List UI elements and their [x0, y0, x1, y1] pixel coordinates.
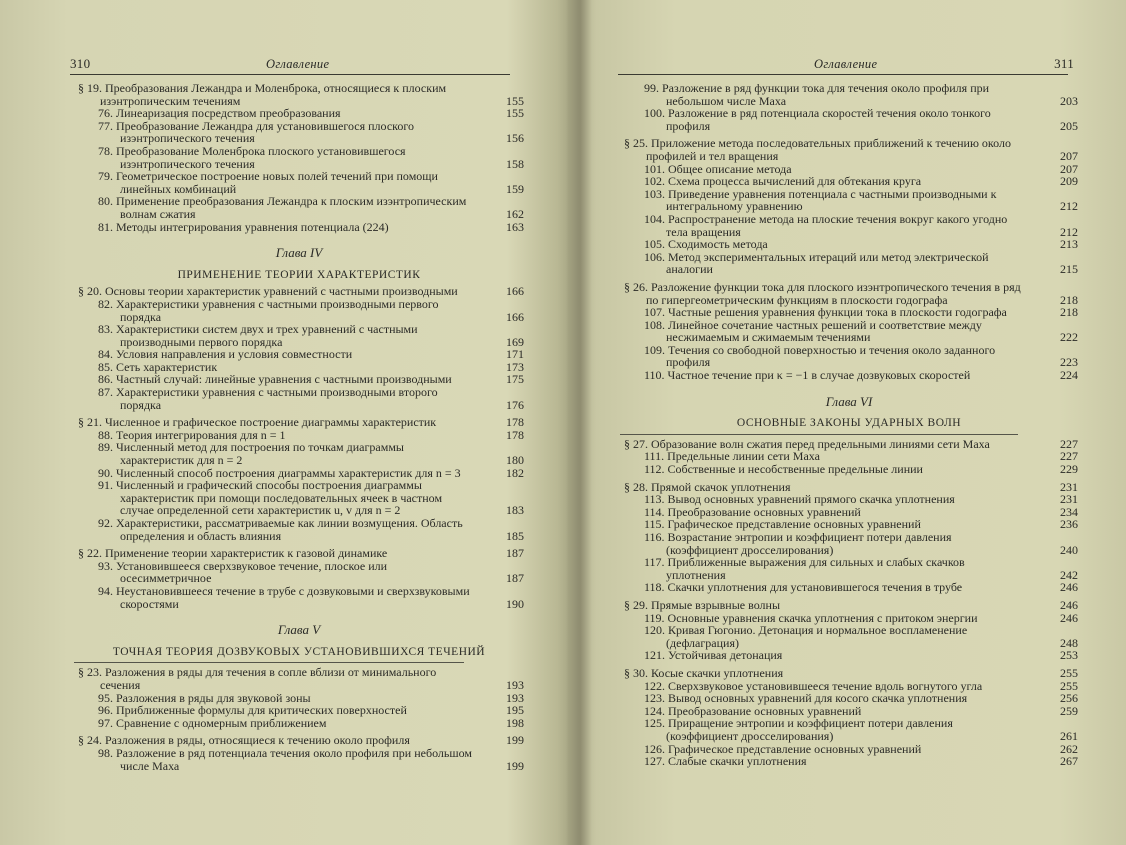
entry-page-number: 242: [1060, 567, 1078, 582]
entry-title: 95. Разложения в ряды для звуковой зоны: [98, 690, 311, 705]
entry-title: § 25. Приложение метода последовательных приближений к течению около профилей и тел вращения: [624, 136, 1011, 163]
toc-section-entry: [74, 547, 524, 560]
toc-subsection-entry: [620, 581, 1078, 594]
entry-page-number: 231: [1060, 492, 1078, 507]
toc-subsection-entry: [620, 649, 1078, 662]
entry-page-number: 218: [1060, 305, 1078, 320]
entry-title: 127. Слабые скачки уплотнения: [644, 754, 807, 769]
entry-title: 96. Приближенные формулы для критических поверхностей: [98, 703, 407, 718]
entry-page-number: 175: [506, 372, 524, 387]
entry-page-number: 187: [506, 546, 524, 561]
entry-title: § 30. Косые скачки уплотнения: [624, 665, 784, 680]
entry-title: 102. Схема процесса вычислений для обтекания круга: [644, 174, 922, 189]
entry-title: 99. Разложение в ряд функции тока для течения около профиля при небольшом числе Маха: [644, 81, 990, 108]
entry-page-number: 163: [506, 219, 524, 234]
running-title: Оглавление: [814, 57, 878, 71]
entry-title: 83. Характеристики систем двух и трех уравнений с частными производными первого порядка: [98, 322, 418, 349]
entry-page-number: 213: [1060, 237, 1078, 252]
entry-title: 82. Характеристики уравнения с частными производными первого порядка: [98, 296, 439, 324]
entry-page-number: 162: [506, 206, 524, 221]
entry-title: 124. Преобразование основных уравнений: [644, 703, 862, 718]
entry-page-number: 262: [1060, 741, 1078, 756]
entry-title: 97. Сравнение с одномерным приближением: [98, 715, 327, 730]
right-running-head: [618, 56, 1074, 75]
chapter-label: Глава IV: [275, 245, 323, 261]
entry-title: § 28. Прямой скачок уплотнения: [624, 479, 791, 494]
entry-page-number: 209: [1060, 174, 1078, 189]
toc-subsection-entry: [74, 120, 524, 145]
toc-list-right: [620, 82, 1078, 768]
toc-subsection-entry: [620, 251, 1078, 276]
toc-subsection-entry: [74, 170, 524, 195]
entry-page-number: 246: [1060, 580, 1078, 595]
entry-page-number: 224: [1060, 368, 1078, 383]
entry-page-number: 178: [506, 415, 524, 430]
entry-page-number: 158: [506, 156, 524, 171]
entry-title: 94. Неустановившееся течение в трубе с дозвуковыми и сверхзвуковыми скоростями: [98, 583, 470, 611]
toc-subsection-entry: [74, 221, 524, 234]
toc-subsection-entry: [620, 82, 1078, 107]
entry-page-number: 195: [506, 703, 524, 718]
entry-title: § 20. Основы теории характеристик уравнений с частными производными: [78, 284, 458, 299]
entry-page-number: 205: [1060, 118, 1078, 133]
entry-title: § 22. Применение теории характеристик к газовой динамике: [78, 546, 388, 561]
toc-subsection-entry: [620, 624, 1078, 649]
entry-page-number: 166: [506, 309, 524, 324]
entry-title: 113. Вывод основных уравнений прямого скачка уплотнения: [644, 492, 955, 507]
toc-subsection-entry: [620, 188, 1078, 213]
entry-title: § 24. Разложения в ряды, относящиеся к течению около профиля: [78, 733, 410, 748]
entry-title: 118. Скачки уплотнения для установившегося течения в трубе: [644, 580, 963, 595]
entry-title: 106. Метод экспериментальных итераций или метод электрической аналогии: [644, 249, 989, 277]
entry-title: 126. Графическое представление основных уравнений: [644, 741, 922, 756]
entry-page-number: 159: [506, 181, 524, 196]
entry-page-number: 155: [506, 106, 524, 121]
entry-page-number: 193: [506, 690, 524, 705]
entry-title: 103. Приведение уравнения потенциала с частными производными к интегральному уравнению: [644, 186, 997, 214]
toc-subsection-entry: [620, 531, 1078, 556]
entry-title: 79. Геометрическое построение новых полей течений при помощи линейных комбинаций: [98, 169, 438, 196]
chapter-heading: [620, 393, 1078, 430]
running-title: Оглавление: [266, 57, 330, 71]
entry-page-number: 259: [1060, 703, 1078, 718]
entry-page-number: 236: [1060, 517, 1078, 532]
entry-page-number: 248: [1060, 635, 1078, 650]
toc-subsection-entry: [620, 556, 1078, 581]
toc-subsection-entry: [620, 369, 1078, 382]
entry-page-number: 253: [1060, 648, 1078, 663]
chapter-title: ТОЧНАЯ ТЕОРИЯ ДОЗВУКОВЫХ УСТАНОВИВШИХСЯ ТЕЧЕНИЙ: [112, 645, 486, 658]
toc-subsection-entry: [620, 107, 1078, 132]
page-number: 310: [70, 56, 91, 71]
entry-title: 88. Теория интегрирования для n = 1: [98, 427, 286, 442]
toc-subsection-entry: [74, 441, 524, 466]
toc-list-left: [74, 82, 524, 772]
entry-page-number: 246: [1060, 610, 1078, 625]
entry-title: § 21. Численное и графическое построение диаграммы характеристик: [78, 415, 437, 430]
entry-title: 80. Применение преобразования Лежандра к плоским изэнтропическим волнам сжатия: [98, 194, 467, 221]
entry-page-number: 240: [1060, 542, 1078, 557]
left-running-head: [70, 56, 510, 75]
chapter-label: Глава VI: [825, 393, 873, 409]
toc-section-entry: [620, 599, 1078, 612]
toc-subsection-entry: [74, 145, 524, 170]
entry-title: 92. Характеристики, рассматриваемые как линии возмущения. Область определения и область влияния: [98, 516, 463, 543]
divider: [620, 434, 1018, 435]
entry-page-number: 218: [1060, 292, 1078, 307]
entry-title: 100. Разложение в ряд потенциала скоростей течения около тонкого профиля: [644, 106, 991, 133]
entry-page-number: 199: [506, 758, 524, 773]
entry-page-number: 207: [1060, 148, 1078, 163]
entry-page-number: 199: [506, 733, 524, 748]
toc-subsection-entry: [74, 107, 524, 120]
entry-page-number: 246: [1060, 597, 1078, 612]
entry-page-number: 198: [506, 715, 524, 730]
entry-title: 86. Частный случай: линейные уравнения с частными производными: [98, 372, 452, 387]
toc-subsection-entry: [74, 747, 524, 772]
entry-page-number: 185: [506, 528, 524, 543]
entry-title: 120. Кривая Гюгонио. Детонация и нормальное воспламенение (дефлаграция): [644, 623, 968, 650]
toc-subsection-entry: [74, 386, 524, 411]
entry-title: 87. Характеристики уравнения с частными производными второго порядка: [98, 385, 438, 412]
toc-section-entry: [74, 416, 524, 429]
entry-title: 93. Установившееся сверхзвуковое течение, плоское или осесимметричное: [98, 558, 388, 586]
toc-subsection-entry: [74, 479, 524, 517]
entry-page-number: 222: [1060, 330, 1078, 345]
entry-page-number: 261: [1060, 728, 1078, 743]
toc-subsection-entry: [620, 717, 1078, 742]
entry-title: 109. Течения со свободной поверхностью и течения около заданного профиля: [644, 342, 996, 370]
toc-subsection-entry: [620, 493, 1078, 506]
entry-page-number: 169: [506, 334, 524, 349]
entry-page-number: 255: [1060, 678, 1078, 693]
toc-subsection-entry: [620, 175, 1078, 188]
entry-page-number: 207: [1060, 161, 1078, 176]
entry-page-number: 166: [506, 284, 524, 299]
entry-page-number: 229: [1060, 462, 1078, 477]
entry-title: 115. Графическое представление основных уравнений: [644, 517, 921, 532]
entry-title: 125. Приращение энтропии и коэффициент потери давления (коэффициент дросселирования): [644, 716, 953, 743]
entry-page-number: 156: [506, 131, 524, 146]
entry-title: 107. Частные решения уравнения функции тока в плоскости годографа: [644, 305, 1007, 320]
entry-title: 76. Линеаризация посредством преобразования: [98, 106, 341, 121]
entry-page-number: 215: [1060, 262, 1078, 277]
toc-section-entry: [620, 281, 1078, 306]
entry-title: 112. Собственные и несобственные предельные линии: [644, 462, 923, 477]
entry-page-number: 155: [506, 93, 524, 108]
entry-title: 110. Частное течение при κ = −1 в случае дозвуковых скоростей: [644, 368, 971, 383]
entry-title: 90. Численный способ построения диаграммы характеристик для n = 3: [98, 465, 461, 480]
entry-page-number: 183: [506, 503, 524, 518]
toc-subsection-entry: [620, 306, 1078, 319]
toc-subsection-entry: [620, 319, 1078, 344]
entry-title: 117. Приближенные выражения для сильных и слабых скачков уплотнения: [644, 555, 965, 582]
right-page: [592, 0, 1126, 845]
chapter-heading: [74, 624, 524, 658]
entry-page-number: 231: [1060, 479, 1078, 494]
toc-subsection-entry: [74, 717, 524, 730]
entry-page-number: 190: [506, 596, 524, 611]
toc-section-entry: [620, 137, 1078, 162]
toc-subsection-entry: [620, 344, 1078, 369]
entry-page-number: 212: [1060, 199, 1078, 214]
entry-title: 114. Преобразование основных уравнений: [644, 504, 861, 519]
entry-title: 77. Преобразование Лежандра для установившегося плоского изэнтропического течения: [98, 118, 414, 146]
toc-section-entry: [74, 666, 524, 691]
toc-subsection-entry: [620, 238, 1078, 251]
entry-title: § 27. Образование волн сжатия перед предельными линиями сети Маха: [624, 436, 990, 451]
toc-subsection-entry: [74, 517, 524, 542]
entry-page-number: 180: [506, 453, 524, 468]
entry-title: 91. Численный и графический способы построения диаграммы характеристик при помощи последовательных ячеек в частном случае определенной сети характеристик u, v для n = 2: [98, 478, 443, 518]
entry-page-number: 227: [1060, 449, 1078, 464]
divider: [74, 662, 464, 663]
entry-page-number: 203: [1060, 93, 1078, 108]
toc-subsection-entry: [620, 213, 1078, 238]
entry-title: 123. Вывод основных уравнений для косого скачка уплотнения: [644, 691, 968, 706]
entry-title: 105. Сходимость метода: [644, 237, 768, 252]
entry-page-number: 212: [1060, 224, 1078, 239]
book-gutter: [566, 0, 592, 845]
toc-subsection-entry: [74, 323, 524, 348]
chapter-label: Глава V: [277, 622, 321, 638]
entry-title: 116. Возрастание энтропии и коэффициент потери давления (коэффициент дросселирования): [644, 530, 952, 557]
toc-subsection-entry: [74, 298, 524, 323]
toc-subsection-entry: [620, 755, 1078, 768]
entry-page-number: 176: [506, 397, 524, 412]
entry-title: 78. Преобразование Моленброка плоского установившегося изэнтропического течения: [98, 143, 406, 171]
entry-page-number: 193: [506, 677, 524, 692]
toc-subsection-entry: [74, 195, 524, 220]
toc-subsection-entry: [74, 348, 524, 361]
toc-subsection-entry: [74, 704, 524, 717]
entry-page-number: 255: [1060, 665, 1078, 680]
toc-section-entry: [620, 667, 1078, 680]
entry-page-number: 178: [506, 427, 524, 442]
entry-page-number: 227: [1060, 436, 1078, 451]
entry-title: § 19. Преобразования Лежандра и Моленброка, относящиеся к плоским изэнтропическим течениям: [78, 81, 447, 108]
entry-page-number: 223: [1060, 355, 1078, 370]
entry-title: 119. Основные уравнения скачка уплотнения с притоком энергии: [644, 610, 978, 625]
chapter-title: ОСНОВНЫЕ ЗАКОНЫ УДАРНЫХ ВОЛН: [736, 417, 962, 430]
entry-page-number: 234: [1060, 504, 1078, 519]
entry-page-number: 182: [506, 465, 524, 480]
page-number: 311: [1054, 56, 1074, 71]
entry-title: 122. Сверхзвуковое установившееся течение вдоль вогнутого угла: [644, 678, 983, 693]
entry-title: 85. Сеть характеристик: [98, 359, 218, 374]
entry-page-number: 173: [506, 359, 524, 374]
entry-title: 111. Предельные линии сети Маха: [644, 449, 820, 464]
entry-page-number: 187: [506, 571, 524, 586]
entry-title: 89. Численный метод для построения по точкам диаграммы характеристик для n = 2: [98, 440, 404, 468]
entry-page-number: 171: [506, 347, 524, 362]
entry-title: 101. Общее описание метода: [644, 161, 792, 176]
entry-title: 108. Линейное сочетание частных решений и соответствие между несжимаемым и сжимаемым течениями: [644, 317, 982, 345]
chapter-heading: [74, 247, 524, 281]
chapter-title: ПРИМЕНЕНИЕ ТЕОРИИ ХАРАКТЕРИСТИК: [177, 268, 421, 281]
toc-section-entry: [74, 82, 524, 107]
entry-title: 121. Устойчивая детонация: [644, 648, 783, 663]
toc-subsection-entry: [74, 560, 524, 585]
entry-title: 104. Распространение метода на плоские течения вокруг какого угодно тела вращения: [644, 211, 1008, 239]
toc-subsection-entry: [620, 463, 1078, 476]
entry-title: 84. Условия направления и условия совместности: [98, 347, 353, 362]
entry-page-number: 267: [1060, 754, 1078, 769]
entry-title: § 29. Прямые взрывные волны: [624, 597, 781, 612]
entry-title: § 23. Разложения в ряды для течения в сопле вблизи от минимального сечения: [78, 665, 437, 692]
entry-title: § 26. Разложение функции тока для плоского изэнтропического течения в ряд по гипергеометрическим функциям в плоскости годографа: [624, 279, 1021, 307]
toc-subsection-entry: [620, 692, 1078, 705]
toc-subsection-entry: [74, 585, 524, 610]
entry-title: 98. Разложение в ряд потенциала течения около профиля при небольшом числе Маха: [98, 745, 472, 773]
entry-page-number: 256: [1060, 691, 1078, 706]
entry-title: 81. Методы интегрирования уравнения потенциала (224): [98, 219, 389, 234]
